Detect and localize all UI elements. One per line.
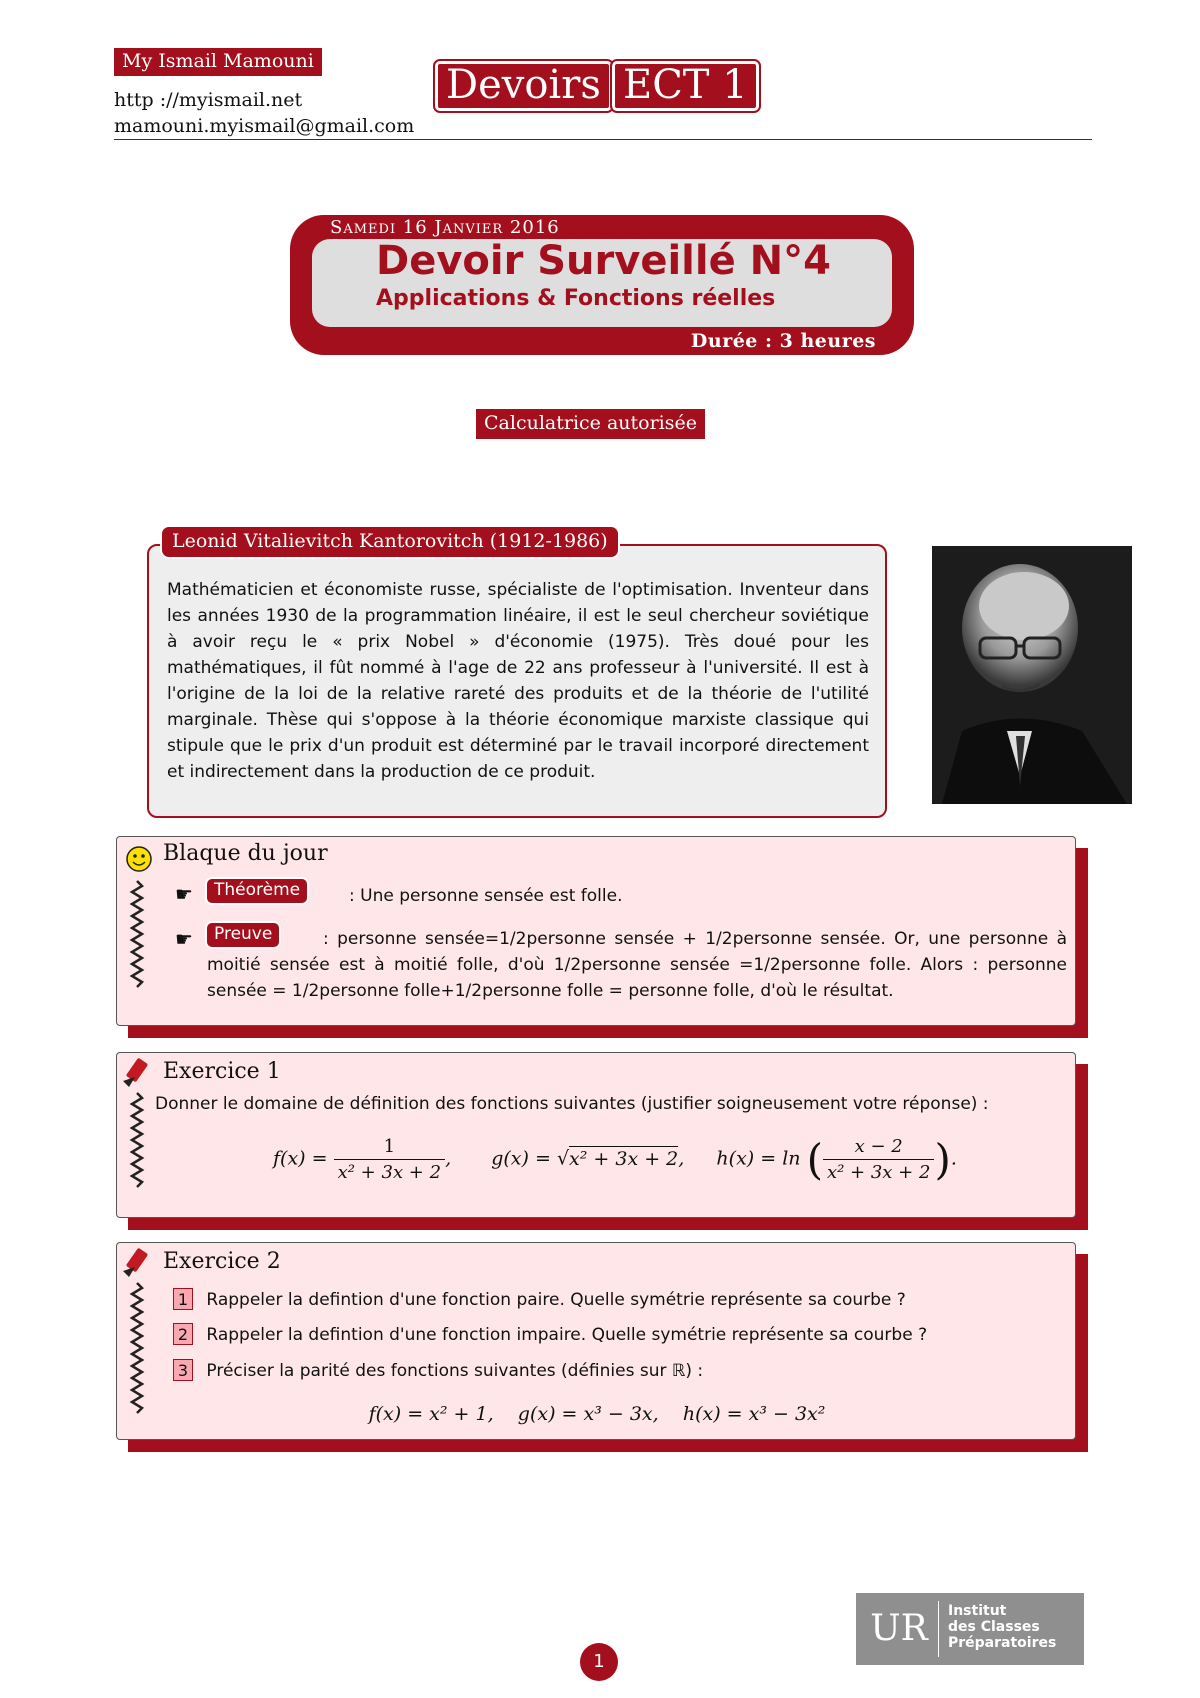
ex2-item-2	[173, 1322, 927, 1348]
g-radicand: x² + 3x + 2	[569, 1147, 679, 1170]
ex2-item-1	[173, 1287, 906, 1313]
institution-logo	[856, 1593, 1084, 1665]
h-lhs: h(x) = ln	[716, 1147, 801, 1170]
logo-mark: UR	[870, 1608, 928, 1649]
h-denominator: x² + 3x + 2	[826, 1162, 931, 1183]
website-link[interactable]: http ://myismail.net	[114, 89, 303, 111]
header-rule	[114, 139, 1092, 140]
ex2-item-3	[173, 1358, 703, 1384]
ex1-box	[116, 1052, 1076, 1218]
pen-zigzag-decoration	[117, 1053, 157, 1219]
ex1-title: Exercice 1	[163, 1059, 281, 1084]
item-number: 3	[173, 1359, 193, 1381]
f-denominator: x² + 3x + 2	[337, 1162, 442, 1183]
g-lhs: g(x) =	[491, 1147, 551, 1170]
email-link[interactable]: mamouni.myismail@gmail.com	[114, 115, 415, 137]
ex2-title: Exercice 2	[163, 1249, 281, 1274]
item-text: Rappeler la defintion d'une fonction impaire. Quelle symétrie représente sa courbe ?	[206, 1325, 928, 1345]
logo-line-3: Préparatoires	[948, 1635, 1057, 1651]
exam-duration: Durée : 3 heures	[690, 330, 876, 352]
f-lhs: f(x) =	[273, 1147, 328, 1170]
pointing-hand-icon: ☛	[175, 882, 193, 906]
h-numerator: x − 2	[823, 1136, 934, 1160]
item-number: 2	[173, 1323, 193, 1345]
portrait-photo	[932, 546, 1132, 804]
logo-line-2: des Classes	[948, 1619, 1040, 1635]
author-name: My Ismail Mamouni	[114, 48, 322, 76]
f-numerator: 1	[334, 1136, 445, 1160]
proof-label: Preuve	[205, 921, 281, 949]
item-text: Rappeler la defintion d'une fonction paire. Quelle symétrie représente sa courbe ?	[206, 1290, 906, 1310]
ex2-box	[116, 1242, 1076, 1440]
logo-text	[948, 1603, 1056, 1651]
ex1-formulas: f(x) = $\frac{1}{\text{x² + 3x + 2}}$ , g(x) = √x² + 3x + 2, h(x) = ln ( $\frac{x - 2}{\text{x² + 3x + 2}}$ ).	[273, 1135, 957, 1184]
logo-divider	[938, 1601, 939, 1657]
calculator-badge: Calculatrice autorisée	[476, 409, 705, 439]
proof-text: : personne sensée=1/2personne sensée + 1/2personne sensée. Or, une personne à moitié sensée est à moitié folle, d'où 1/2personne sensée =1/2personne folle. Alors : personne sensée = 1/2personne folle+1/2personne folle = personne folle, d'où le résultat.	[207, 929, 1067, 1001]
item-text: Préciser la parité des fonctions suivantes (définies sur ℝ) :	[206, 1361, 704, 1381]
exam-subtitle: Applications & Fonctions réelles	[376, 286, 776, 311]
theorem-text: : Une personne sensée est folle.	[349, 886, 623, 906]
logo-line-1: Institut	[948, 1603, 1007, 1619]
exam-title: Devoir Surveillé N°4	[376, 238, 831, 284]
page-number: 1	[580, 1643, 618, 1681]
bio-name: Leonid Vitalievitch Kantorovitch (1912-1986)	[160, 525, 620, 559]
item-number: 1	[173, 1288, 193, 1310]
header-title-class: ECT 1	[612, 61, 759, 111]
joke-box	[116, 836, 1076, 1026]
exam-date: Samedi 16 Janvier 2016	[330, 217, 560, 238]
ex2-formula: f(x) = x² + 1, g(x) = x³ − 3x, h(x) = x³ − 3x²	[368, 1403, 826, 1425]
bio-text: Mathématicien et économiste russe, spécialiste de l'optimisation. Inventeur dans les années 1930 de la programmation linéaire, il est le seul chercheur soviétique à avoir reçu le « prix Nobel » d'économie (1975). Très doué pour les mathématiques, il fût nommé à l'age de 22 ans professeur à l'université. Il est à l'origine de la loi de la relative rareté des produits et de la théorie de l'utilité marginale. Thèse qui s'oppose à la théorie économique marxiste classique qui stipule que le prix d'un produit est déterminé par le travail incorporé directement et indirectement dans la production de ce produit.	[167, 580, 869, 782]
joke-title: Blaque du jour	[163, 841, 328, 866]
zigzag-decoration	[117, 837, 157, 1027]
header-title-devoirs: Devoirs	[435, 61, 612, 111]
theorem-label: Théorème	[205, 877, 309, 905]
pointing-hand-icon: ☛	[175, 927, 193, 951]
ex1-statement: Donner le domaine de définition des fonctions suivantes (justifier soigneusement votre réponse) :	[155, 1094, 989, 1114]
